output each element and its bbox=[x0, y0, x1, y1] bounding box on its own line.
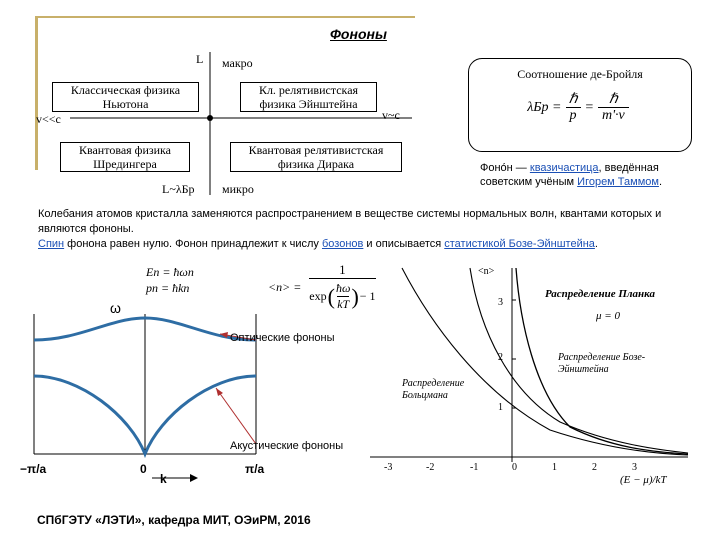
lambda-lhs: λБр = bbox=[527, 100, 562, 115]
dispersion-plot bbox=[30, 296, 360, 496]
bose-label: Распределение Бозе-Эйнштейна bbox=[558, 352, 646, 375]
main-paragraph: Колебания атомов кристалла заменяются распространением в веществе системы нормальных волн, квантами которых и являются фононы. Спин фонона равен нулю. Фонон принадлежит к числу бозонов и описывается статистикой Бозе-Эйнштейна. bbox=[38, 208, 662, 250]
mikro-label: микро bbox=[222, 182, 254, 196]
y-tick-1: 1 bbox=[498, 402, 503, 413]
spin-link[interactable]: Спин bbox=[38, 238, 65, 250]
makro-label: макро bbox=[222, 56, 253, 70]
momentum-formula: pn = ħkn bbox=[146, 281, 190, 295]
L-label: L bbox=[196, 52, 204, 66]
v-approx-c-label: v~c bbox=[382, 108, 400, 122]
v-less-c-label: v<<c bbox=[36, 112, 61, 126]
x-tick-neg1: -1 bbox=[470, 462, 479, 473]
planck-title: Распределение Планка bbox=[545, 288, 655, 300]
bose-einstein-link[interactable]: статистикой Бозе-Эйнштейна bbox=[444, 238, 595, 250]
footer: СПбГЭТУ «ЛЭТИ», кафедра МИТ, ОЭиРМ, 2016 bbox=[37, 513, 311, 527]
x-tick-neg2: -2 bbox=[426, 462, 435, 473]
debroglie-title: Соотношение де-Бройля bbox=[517, 67, 643, 81]
x-left-label: −π/a bbox=[20, 462, 47, 476]
omega-axis-label: ω bbox=[110, 300, 121, 316]
k-axis-label: k bbox=[160, 472, 167, 486]
boltzmann-label: Распределение Больцмана bbox=[402, 378, 465, 401]
debroglie-box bbox=[468, 58, 692, 152]
x-tick-neg3: -3 bbox=[384, 462, 393, 473]
acoustic-phonons-label: Акустические фононы bbox=[230, 440, 344, 452]
energy-momentum-formulas bbox=[146, 264, 194, 296]
quantum-relativistic-box: Квантовая релятивистская физика Дирака bbox=[230, 142, 402, 172]
L-lambda-label: L~λБр bbox=[162, 182, 195, 196]
debroglie-formula bbox=[469, 92, 691, 123]
quasiparticle-link[interactable]: квазичастица bbox=[529, 162, 599, 174]
x-right-label: π/a bbox=[245, 462, 265, 476]
n-axis-label: <n> bbox=[478, 266, 495, 277]
decorative-vertical-bar bbox=[35, 16, 38, 170]
bosons-link[interactable]: бозонов bbox=[321, 238, 364, 250]
classical-relativistic-box: Кл. релятивистская физика Эйнштейна bbox=[240, 82, 377, 112]
y-tick-2: 2 bbox=[498, 352, 503, 363]
x-tick-3: 3 bbox=[632, 462, 637, 473]
hbar-1: ℏ bbox=[568, 92, 578, 107]
hbar-2: ℏ bbox=[608, 92, 618, 107]
optical-phonons-label: Оптические фононы bbox=[230, 332, 335, 344]
energy-formula: En = ħωn bbox=[146, 265, 194, 279]
occupation-formula: <n> = 1 exp ( ħω kT ) − 1 bbox=[268, 262, 376, 311]
quantum-physics-box: Квантовая физика Шредингера bbox=[60, 142, 190, 172]
x-tick-0: 0 bbox=[512, 462, 517, 473]
x-tick-2: 2 bbox=[592, 462, 597, 473]
phonon-definition: Фоно́н — квазичастица, введённая советским учёным Игорем Таммом. bbox=[480, 162, 663, 188]
decorative-horizontal-bar bbox=[35, 16, 415, 18]
x-zero-label: 0 bbox=[140, 462, 147, 476]
classical-physics-box: Классическая физика Ньютона bbox=[52, 82, 199, 112]
momentum-p: p bbox=[566, 107, 581, 123]
x-axis-label: (E − μ)/kT bbox=[620, 474, 667, 486]
y-tick-3: 3 bbox=[498, 297, 503, 308]
tamm-link[interactable]: Игорем Таммом bbox=[577, 176, 659, 188]
mu-zero-label: μ = 0 bbox=[596, 310, 620, 322]
x-tick-1: 1 bbox=[552, 462, 557, 473]
mass-velocity: m'·v bbox=[598, 107, 629, 123]
equals-sign: = bbox=[584, 100, 594, 115]
slide-title: Фононы bbox=[330, 26, 387, 42]
